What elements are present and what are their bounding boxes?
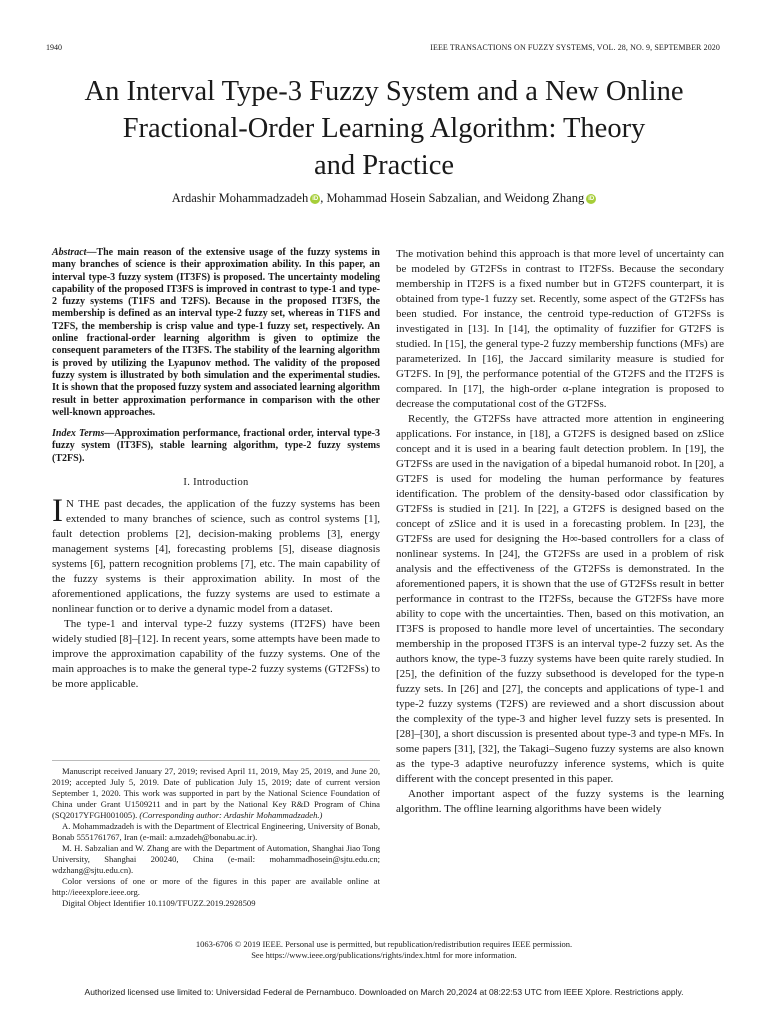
intro-paragraph-text: N THE past decades, the application of the fuzzy systems has been extended to many branches of science, such as control systems [1], fault detection problems [2], decision-making problems [3], energy management systems [4], forecasting problems [5], disease diagnosis systems [6], pattern recognition problems [7], etc. The main capability of the fuzzy systems is their approximation ability. In most of the aforementioned applications, the fuzzy systems are used to estimate a nonlinear function or to derive a dynamic model from a dataset.: [52, 498, 380, 616]
corresponding-author: (Corresponding author: Ardashir Mohammadzadeh.): [139, 810, 323, 820]
left-column: [52, 247, 380, 692]
abstract: [52, 247, 380, 419]
page-number: 1940: [46, 43, 62, 52]
title-line: and Practice: [313, 150, 455, 181]
author-name: Ardashir Mohammadzadeh: [171, 191, 309, 205]
copyright-line: 1063-6706 © 2019 IEEE. Personal use is permitted, but republication/redistribution requires IEEE permission.: [195, 939, 573, 949]
copyright-notice: [40, 939, 728, 961]
intro-paragraph: [52, 493, 380, 617]
body-paragraph: Recently, the GT2FSs have attracted more attention in engineering applications. For instance, in [18], a GT2FS is designed based on zSlice concept and it is used in a bearing fault detection problem. In [19], the GT2FSs are used in the navigation of a bipedal humanoid robot. In [20], a GT2FS is used for modeling the human performance by features identification. The problem of the density-based odor classification by GT2FSs is studied in [21]. In [22], a GT2FS is designed based on the concept of zSlice and it is used in a forecasting problem. In [23], the GT2FSs are used for designing the H∞-based controllers for a class of nonlinear systems. In [24], the GT2FSs are used in a problem of risk analysis and the effectiveness of the GT2FSs is demonstrated. In the aforementioned papers, it is shown that the use of GT2FSs result in better performance in contrast to the IT2FSs, because the GT2FSs have more ability to cope with the uncertainties. Then, based on this motivation, an IT3FS is proposed to handle more level of uncertainties. The secondary membership in the proposed IT3FS is an interval type-2 fuzzy set. As the authors know, the type-3 fuzzy systems have been quite rarely studied. In [25], the definition of the fuzzy subsethood is developed for the type-n fuzzy sets. In [26] and [27], the concepts and applications of type-1 and type-2 fuzzy systems (T2FS) are reviewed and a short discussion about the complexity of the type-3 and higher level fuzzy sets is presented. In [28]–[30], a short discussion is presented about type-3 and type-n MFs. In some papers [31], [32], the Takagi–Sugeno fuzzy systems are also known as the type-3 adaptive neurofuzzy inference systems, which is quite different with the concept presented in this paper.: [396, 413, 724, 785]
intro-paragraph: The type-1 and interval type-2 fuzzy systems (IT2FS) have been widely studied [8]–[12]. In recent years, some attempts have been made to improve the approximation capability of the fuzzy systems. One of the main approaches is to make the general type-2 fuzzy systems (GT2FSs) to be more applicable.: [52, 618, 380, 691]
journal-header: IEEE TRANSACTIONS ON FUZZY SYSTEMS, VOL. 28, NO. 9, SEPTEMBER 2020: [430, 43, 720, 52]
license-notice: Authorized licensed use limited to: Universidad Federal de Pernambuco. Downloaded on March 20,2024 at 08:22:53 UTC from IEEE Xplore. Restrictions apply.: [84, 987, 684, 997]
footnote-manuscript: [52, 766, 380, 821]
author-list: [40, 191, 728, 206]
abstract-text: —The main reason of the extensive usage of the fuzzy systems in many branches of science is their approximation ability. In this paper, an interval type-3 fuzzy system (IT3FS) is proposed. The uncertainty modeling capability of the proposed IT3FS is improved in contrast to type-1 and type-2 fuzzy systems (T1FS and T2FS). Because in the proposed IT3FS, the membership is defined as an interval type-2 fuzzy set, whereas in T1FS and T2FS, the membership is crisp value and type-1 fuzzy set, respectively. An online fractional-order learning algorithm is given to optimize the consequent parameters of the IT3FS. The stability of the learning algorithm is proved by utilizing the Lyapunov method. The validity of the proposed fuzzy system is illustrated by both simulation and the experimental studies. It is shown that the proposed fuzzy system and associated learning algorithm result in better approximation performance in comparison with the other well-known approaches.: [52, 247, 380, 418]
title-line: Fractional-Order Learning Algorithm: Theory: [122, 113, 646, 144]
footnote-affiliation: A. Mohammadzadeh is with the Department of Electrical Engineering, University of Bonab, Bonab 5551761767, Iran (e-mail: a.mzadeh@bonabu.ac.ir).: [52, 821, 380, 842]
index-terms-label: Index Terms: [52, 428, 105, 440]
footnote-color: Color versions of one or more of the figures in this paper are available online at http://ieeexplore.ieee.org.: [52, 876, 380, 897]
footnote-divider: [52, 760, 380, 761]
body-paragraph: Another important aspect of the fuzzy systems is the learning algorithm. The offline learning algorithms have been widely: [396, 788, 724, 815]
section-heading: I. Introduction: [183, 477, 249, 489]
orcid-icon[interactable]: iD: [588, 196, 595, 202]
title-line: An Interval Type-3 Fuzzy System and a New Online: [84, 76, 684, 107]
abstract-label: Abstract: [52, 247, 87, 258]
index-terms-text: —Approximation performance, fractional order, interval type-3 fuzzy system (IT3FS), stable learning algorithm, type-2 fuzzy systems (T2FS).: [52, 428, 380, 464]
footnote-text: Manuscript received January 27, 2019; revised April 11, 2019, May 25, 2019, and June 20, 2019; accepted July 5, 2019. Date of publication July 15, 2019; date of current version September 1, 2020. This work was supported in part by the National Science Foundation of China under Grant U1509211 and in part by the National Key R&D Program of China (SQ2017YFGH001005).: [52, 766, 380, 820]
index-terms: [52, 428, 380, 465]
author-names: , Mohammad Hosein Sabzalian, and Weidong Zhang: [320, 191, 585, 205]
rights-link[interactable]: See https://www.ieee.org/publications/rights/index.html for more information.: [251, 950, 517, 960]
orcid-icon[interactable]: iD: [312, 196, 319, 202]
right-column: [396, 247, 724, 817]
body-paragraph: The motivation behind this approach is that more level of uncertainty can be modeled by GT2FSs in contrast to IT2FSs. Because the secondary membership in IT2FS is a fixed number but in GT2FS counterpart, it is obtained from type-1 fuzzy set. Recently, some aspect of the GT2FSs has been studied. For instance, the centroid type-reduction of GT2FSs is investigated in [13]. In [14], the optimality of fuzzifier for GT2FS is studied. In [15], the general type-2 fuzzy membership functions (MFs) are parameterized. In [16], the Jaccard similarity measure is studied for GT2FS. In [9], the performance potential of the GT2FS and the IT2FS is compared. In [17], the high-order α-plane integration is proposed to decrease the computational cost of the GT2FSs.: [396, 248, 724, 410]
footnote-doi: Digital Object Identifier 10.1109/TFUZZ.2019.2928509: [62, 898, 256, 908]
footnotes: [52, 766, 380, 909]
footnote-affiliation: M. H. Sabzalian and W. Zhang are with the Department of Automation, Shanghai Jiao Tong University, Shanghai 200240, China (e-mail: mohammadhosein@sjtu.edu.cn; wdzhang@sjtu.edu.cn).: [52, 843, 380, 875]
paper-title: [40, 73, 728, 184]
drop-cap: I: [52, 493, 63, 530]
